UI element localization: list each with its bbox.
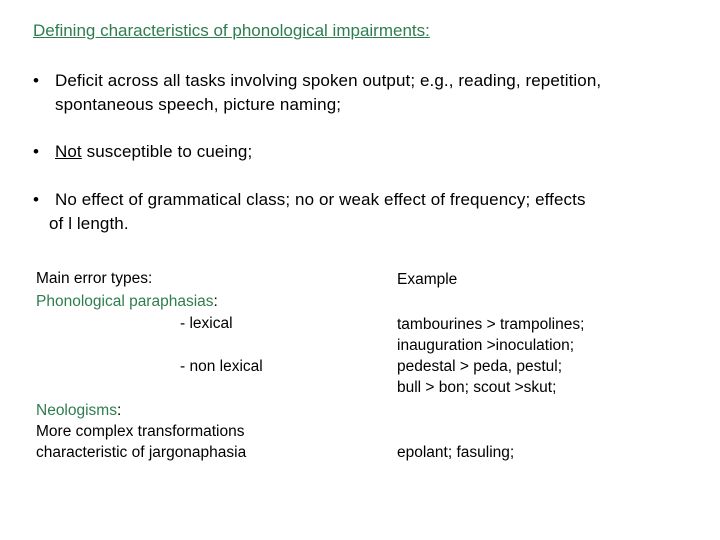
slide-title: Defining characteristics of phonological impairments:	[33, 21, 430, 40]
bullet-dot: •	[33, 142, 40, 161]
bullet-grammatical-class	[33, 188, 586, 236]
bullet-dot: •	[33, 190, 40, 209]
example-item: pedestal > peda, pestul;	[397, 358, 563, 375]
complex-transformations-line2: characteristic of jargonaphasia	[36, 444, 247, 461]
neologisms-term: Neologisms	[36, 402, 117, 419]
neologism-example: epolant; fasuling;	[397, 444, 515, 461]
colon: :	[116, 402, 122, 419]
bullet-text: susceptible to cueing;	[81, 142, 253, 161]
neologisms-label	[36, 401, 121, 420]
bullet-text-line2: spontaneous speech, picture naming;	[55, 95, 342, 114]
example-item: inauguration >inoculation;	[397, 337, 575, 354]
complex-transformations-line1: More complex transformations	[36, 423, 245, 440]
bullet-deficit	[33, 69, 601, 117]
bullet-dot: •	[33, 71, 40, 90]
bullet-emphasis: Not	[55, 142, 82, 161]
lexical-label: - lexical	[180, 315, 233, 332]
bullet-cueing	[33, 140, 252, 164]
colon: :	[213, 293, 218, 310]
phonological-paraphasias-label	[36, 292, 218, 311]
bullet-text-line1: Deficit across all tasks involving spoken output; e.g., reading, repetition,	[55, 71, 602, 90]
example-header: Example	[397, 271, 458, 288]
bullet-text-line2: of l length.	[49, 214, 129, 233]
bullet-text-line1: No effect of grammatical class; no or weak effect of frequency; effects	[55, 190, 586, 209]
phonological-paraphasias-term: Phonological paraphasias	[36, 293, 214, 310]
main-error-types-label: Main error types:	[36, 270, 153, 287]
non-lexical-label: - non lexical	[180, 358, 263, 375]
example-item: bull > bon; scout >skut;	[397, 379, 557, 396]
example-item: tambourines > trampolines;	[397, 316, 585, 333]
